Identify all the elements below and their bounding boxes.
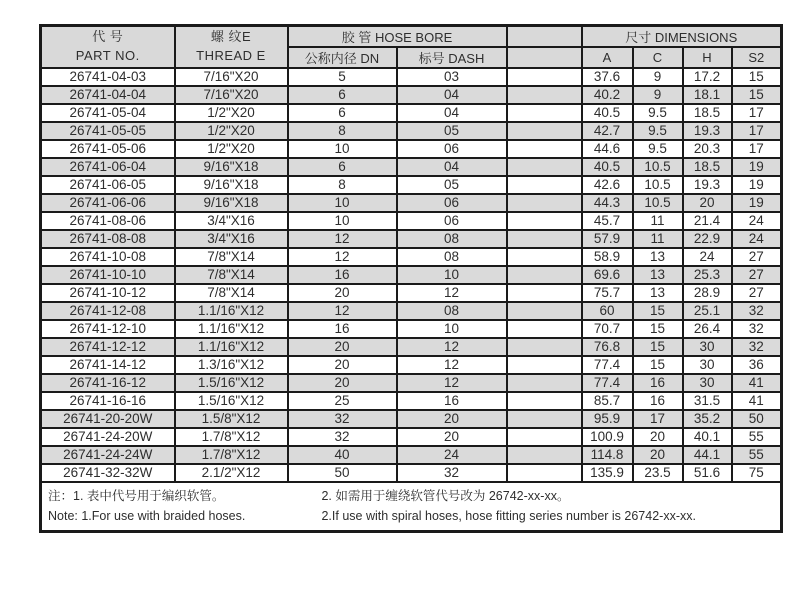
table-row: [41, 266, 782, 284]
cell-part-no: 26741-12-08: [41, 302, 175, 320]
cell-a: 75.7: [582, 284, 633, 302]
header-row-1: [41, 26, 782, 48]
cell-spacer: [507, 86, 582, 104]
cell-part-no: 26741-10-12: [41, 284, 175, 302]
table-row: [41, 230, 782, 248]
cell-c: 16: [633, 392, 683, 410]
table-row: [41, 176, 782, 194]
cell-c: 9: [633, 86, 683, 104]
cell-s2: 15: [732, 86, 782, 104]
cell-c: 15: [633, 338, 683, 356]
table-row: [41, 194, 782, 212]
cell-dn: 32: [288, 410, 397, 428]
cell-thread: 1.1/16"X12: [175, 302, 288, 320]
cell-c: 15: [633, 356, 683, 374]
cell-s2: 17: [732, 122, 782, 140]
cell-a: 37.6: [582, 68, 633, 86]
cell-part-no: 26741-06-06: [41, 194, 175, 212]
cell-a: 77.4: [582, 356, 633, 374]
cell-s2: 27: [732, 284, 782, 302]
cell-spacer: [507, 446, 582, 464]
table-row: [41, 464, 782, 482]
table-row: [41, 86, 782, 104]
cell-h: 51.6: [683, 464, 732, 482]
cell-thread: 1.5/16"X12: [175, 374, 288, 392]
cell-h: 19.3: [683, 122, 732, 140]
cell-s2: 19: [732, 176, 782, 194]
cell-c: 10.5: [633, 176, 683, 194]
cell-c: 15: [633, 302, 683, 320]
cell-spacer: [507, 230, 582, 248]
cell-s2: 32: [732, 302, 782, 320]
cell-dn: 20: [288, 284, 397, 302]
cell-a: 40.5: [582, 104, 633, 122]
cell-spacer: [507, 320, 582, 338]
cell-thread: 1/2"X20: [175, 122, 288, 140]
col-header-part-no-en: PART NO.: [75, 48, 140, 63]
cell-dn: 12: [288, 230, 397, 248]
cell-dn: 20: [288, 338, 397, 356]
cell-c: 13: [633, 248, 683, 266]
cell-thread: 1.1/16"X12: [175, 338, 288, 356]
cell-a: 42.7: [582, 122, 633, 140]
col-header-h: H: [683, 47, 732, 68]
cell-spacer: [507, 392, 582, 410]
cell-h: 40.1: [683, 428, 732, 446]
cell-spacer: [507, 176, 582, 194]
cell-dn: 25: [288, 392, 397, 410]
cell-a: 135.9: [582, 464, 633, 482]
cell-part-no: 26741-05-05: [41, 122, 175, 140]
cell-s2: 17: [732, 104, 782, 122]
cell-s2: 15: [732, 68, 782, 86]
cell-thread: 1.5/8"X12: [175, 410, 288, 428]
cell-part-no: 26741-12-10: [41, 320, 175, 338]
col-header-hose-bore: 胶 管 HOSE BORE: [288, 26, 507, 48]
col-header-c: C: [633, 47, 683, 68]
cell-h: 20.3: [683, 140, 732, 158]
table-row: [41, 356, 782, 374]
cell-a: 70.7: [582, 320, 633, 338]
cell-c: 9.5: [633, 140, 683, 158]
cell-spacer: [507, 122, 582, 140]
cell-c: 17: [633, 410, 683, 428]
cell-part-no: 26741-16-12: [41, 374, 175, 392]
cell-s2: 75: [732, 464, 782, 482]
cell-dn: 5: [288, 68, 397, 86]
table-row: [41, 374, 782, 392]
cell-s2: 41: [732, 374, 782, 392]
cell-a: 100.9: [582, 428, 633, 446]
cell-dash: 08: [397, 230, 507, 248]
cell-part-no: 26741-06-04: [41, 158, 175, 176]
table-body: [41, 68, 782, 482]
cell-dn: 50: [288, 464, 397, 482]
table-row: [41, 104, 782, 122]
col-header-thread: [175, 26, 288, 69]
table-row: [41, 320, 782, 338]
cell-a: 69.6: [582, 266, 633, 284]
cell-dn: 8: [288, 122, 397, 140]
col-header-dimensions: 尺寸 DIMENSIONS: [582, 26, 782, 48]
cell-dash: 24: [397, 446, 507, 464]
cell-thread: 1.3/16"X12: [175, 356, 288, 374]
cell-thread: 1/2"X20: [175, 140, 288, 158]
cell-spacer: [507, 104, 582, 122]
cell-s2: 17: [732, 140, 782, 158]
cell-spacer: [507, 428, 582, 446]
cell-dash: 20: [397, 410, 507, 428]
cell-thread: 1.7/8"X12: [175, 446, 288, 464]
cell-c: 16: [633, 374, 683, 392]
col-header-spacer-top: [507, 26, 582, 48]
cell-h: 30: [683, 338, 732, 356]
col-header-dash: 标号 DASH: [397, 47, 507, 68]
table-row: [41, 212, 782, 230]
cell-dn: 16: [288, 266, 397, 284]
cell-part-no: 26741-16-16: [41, 392, 175, 410]
cell-dash: 10: [397, 266, 507, 284]
cell-spacer: [507, 158, 582, 176]
cell-dash: 04: [397, 104, 507, 122]
cell-c: 11: [633, 230, 683, 248]
cell-dn: 6: [288, 86, 397, 104]
cell-c: 20: [633, 428, 683, 446]
table-row: [41, 392, 782, 410]
note-line-zh: [48, 486, 774, 506]
col-header-spacer-bottom: [507, 47, 582, 68]
hose-fitting-spec-table: [39, 24, 783, 533]
cell-dn: 6: [288, 158, 397, 176]
cell-h: 30: [683, 356, 732, 374]
cell-part-no: 26741-10-10: [41, 266, 175, 284]
cell-spacer: [507, 266, 582, 284]
spec-table-container: [39, 24, 783, 533]
cell-a: 44.3: [582, 194, 633, 212]
cell-thread: 3/4"X16: [175, 212, 288, 230]
notes-cell: [41, 482, 782, 532]
cell-dash: 12: [397, 374, 507, 392]
cell-h: 26.4: [683, 320, 732, 338]
cell-dash: 06: [397, 140, 507, 158]
cell-h: 18.1: [683, 86, 732, 104]
cell-dash: 08: [397, 248, 507, 266]
col-header-thread-zh: 螺 纹E: [210, 29, 252, 45]
cell-dn: 12: [288, 248, 397, 266]
cell-dash: 04: [397, 158, 507, 176]
cell-a: 58.9: [582, 248, 633, 266]
cell-dash: 12: [397, 338, 507, 356]
notes-row: [41, 482, 782, 532]
cell-a: 40.5: [582, 158, 633, 176]
cell-dn: 10: [288, 140, 397, 158]
cell-dash: 20: [397, 428, 507, 446]
cell-part-no: 26741-04-03: [41, 68, 175, 86]
cell-part-no: 26741-24-20W: [41, 428, 175, 446]
col-header-a: A: [582, 47, 633, 68]
cell-s2: 41: [732, 392, 782, 410]
cell-h: 22.9: [683, 230, 732, 248]
cell-dn: 32: [288, 428, 397, 446]
cell-s2: 55: [732, 428, 782, 446]
note-zh-2: 2. 如需用于缠绕软管代号改为 26742-xx-xx。: [321, 489, 570, 503]
cell-c: 13: [633, 284, 683, 302]
table-footer: [41, 482, 782, 532]
cell-spacer: [507, 302, 582, 320]
cell-c: 23.5: [633, 464, 683, 482]
cell-c: 13: [633, 266, 683, 284]
cell-part-no: 26741-05-04: [41, 104, 175, 122]
cell-a: 42.6: [582, 176, 633, 194]
cell-s2: 24: [732, 212, 782, 230]
cell-s2: 36: [732, 356, 782, 374]
cell-spacer: [507, 284, 582, 302]
cell-h: 21.4: [683, 212, 732, 230]
note-zh-1: 注：1. 表中代号用于编织软管。: [48, 489, 225, 503]
table-row: [41, 338, 782, 356]
cell-a: 76.8: [582, 338, 633, 356]
cell-s2: 32: [732, 338, 782, 356]
cell-thread: 1.7/8"X12: [175, 428, 288, 446]
cell-dash: 12: [397, 356, 507, 374]
note-en-1: Note: 1.For use with braided hoses.: [48, 509, 246, 523]
cell-part-no: 26741-08-08: [41, 230, 175, 248]
cell-dash: 03: [397, 68, 507, 86]
table-row: [41, 140, 782, 158]
cell-spacer: [507, 212, 582, 230]
cell-s2: 19: [732, 158, 782, 176]
cell-spacer: [507, 338, 582, 356]
note-line-en: [48, 506, 774, 526]
cell-part-no: 26741-06-05: [41, 176, 175, 194]
cell-dn: 40: [288, 446, 397, 464]
cell-a: 44.6: [582, 140, 633, 158]
cell-c: 10.5: [633, 158, 683, 176]
table-row: [41, 158, 782, 176]
cell-c: 15: [633, 320, 683, 338]
cell-thread: 7/8"X14: [175, 266, 288, 284]
cell-thread: 3/4"X16: [175, 230, 288, 248]
cell-c: 9.5: [633, 122, 683, 140]
table-header: [41, 26, 782, 69]
cell-thread: 9/16"X18: [175, 176, 288, 194]
cell-h: 19.3: [683, 176, 732, 194]
cell-dash: 05: [397, 122, 507, 140]
cell-h: 44.1: [683, 446, 732, 464]
cell-s2: 27: [732, 248, 782, 266]
cell-s2: 55: [732, 446, 782, 464]
col-header-dn: 公称内径 DN: [288, 47, 397, 68]
cell-spacer: [507, 248, 582, 266]
cell-part-no: 26741-32-32W: [41, 464, 175, 482]
table-row: [41, 248, 782, 266]
cell-a: 95.9: [582, 410, 633, 428]
cell-part-no: 26741-10-08: [41, 248, 175, 266]
cell-c: 20: [633, 446, 683, 464]
cell-thread: 7/8"X14: [175, 248, 288, 266]
col-header-s2: S2: [732, 47, 782, 68]
cell-h: 18.5: [683, 104, 732, 122]
cell-dn: 10: [288, 194, 397, 212]
cell-thread: 7/8"X14: [175, 284, 288, 302]
table-row: [41, 410, 782, 428]
cell-spacer: [507, 356, 582, 374]
cell-s2: 32: [732, 320, 782, 338]
cell-s2: 19: [732, 194, 782, 212]
table-row: [41, 68, 782, 86]
cell-dash: 12: [397, 284, 507, 302]
cell-h: 20: [683, 194, 732, 212]
cell-dash: 04: [397, 86, 507, 104]
cell-a: 45.7: [582, 212, 633, 230]
cell-h: 25.3: [683, 266, 732, 284]
cell-spacer: [507, 68, 582, 86]
cell-a: 85.7: [582, 392, 633, 410]
cell-a: 60: [582, 302, 633, 320]
cell-spacer: [507, 374, 582, 392]
cell-dn: 6: [288, 104, 397, 122]
table-row: [41, 302, 782, 320]
cell-c: 11: [633, 212, 683, 230]
cell-spacer: [507, 464, 582, 482]
cell-dash: 06: [397, 194, 507, 212]
note-en-2: 2.If use with spiral hoses, hose fitting series number is 26742-xx-xx.: [321, 509, 696, 523]
col-header-part-no-zh: 代 号: [92, 29, 124, 45]
cell-thread: 7/16"X20: [175, 68, 288, 86]
cell-thread: 7/16"X20: [175, 86, 288, 104]
table-row: [41, 122, 782, 140]
cell-a: 57.9: [582, 230, 633, 248]
table-row: [41, 428, 782, 446]
col-header-thread-en: THREAD E: [196, 48, 266, 63]
cell-dn: 20: [288, 374, 397, 392]
cell-dn: 8: [288, 176, 397, 194]
cell-s2: 24: [732, 230, 782, 248]
cell-part-no: 26741-20-20W: [41, 410, 175, 428]
col-header-part-no: [41, 26, 175, 69]
cell-dn: 12: [288, 302, 397, 320]
cell-part-no: 26741-14-12: [41, 356, 175, 374]
cell-part-no: 26741-24-24W: [41, 446, 175, 464]
cell-part-no: 26741-08-06: [41, 212, 175, 230]
cell-dash: 32: [397, 464, 507, 482]
cell-thread: 9/16"X18: [175, 194, 288, 212]
cell-c: 9.5: [633, 104, 683, 122]
cell-spacer: [507, 194, 582, 212]
cell-h: 25.1: [683, 302, 732, 320]
cell-h: 35.2: [683, 410, 732, 428]
cell-c: 9: [633, 68, 683, 86]
cell-dn: 16: [288, 320, 397, 338]
cell-h: 30: [683, 374, 732, 392]
cell-dash: 05: [397, 176, 507, 194]
cell-thread: 9/16"X18: [175, 158, 288, 176]
cell-dash: 16: [397, 392, 507, 410]
cell-a: 114.8: [582, 446, 633, 464]
cell-dn: 20: [288, 356, 397, 374]
cell-dash: 06: [397, 212, 507, 230]
cell-s2: 50: [732, 410, 782, 428]
cell-part-no: 26741-05-06: [41, 140, 175, 158]
cell-h: 28.9: [683, 284, 732, 302]
cell-thread: 1.5/16"X12: [175, 392, 288, 410]
cell-dash: 10: [397, 320, 507, 338]
table-row: [41, 284, 782, 302]
cell-spacer: [507, 140, 582, 158]
cell-part-no: 26741-04-04: [41, 86, 175, 104]
cell-h: 17.2: [683, 68, 732, 86]
cell-thread: 2.1/2"X12: [175, 464, 288, 482]
cell-dn: 10: [288, 212, 397, 230]
cell-h: 31.5: [683, 392, 732, 410]
cell-part-no: 26741-12-12: [41, 338, 175, 356]
cell-a: 40.2: [582, 86, 633, 104]
cell-h: 24: [683, 248, 732, 266]
cell-h: 18.5: [683, 158, 732, 176]
cell-spacer: [507, 410, 582, 428]
table-row: [41, 446, 782, 464]
cell-s2: 27: [732, 266, 782, 284]
cell-dash: 08: [397, 302, 507, 320]
cell-c: 10.5: [633, 194, 683, 212]
cell-a: 77.4: [582, 374, 633, 392]
cell-thread: 1/2"X20: [175, 104, 288, 122]
cell-thread: 1.1/16"X12: [175, 320, 288, 338]
